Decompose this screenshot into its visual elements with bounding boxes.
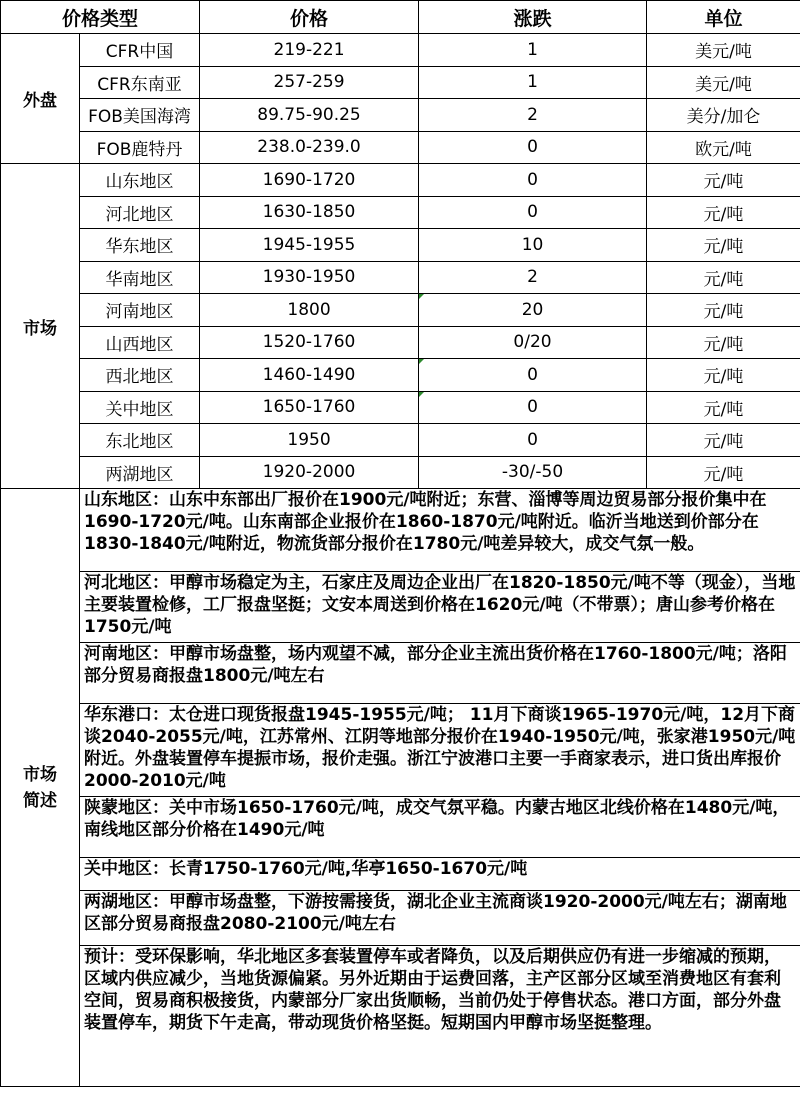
cell-unit: 元/吨 — [647, 164, 800, 197]
summary-row — [1, 946, 800, 1087]
cell-type: 西北地区 — [80, 359, 200, 392]
summary-label-line2: 简述 — [23, 790, 57, 811]
table-row — [1, 456, 800, 489]
cell-type: CFR中国 — [80, 34, 200, 67]
table-row — [1, 359, 800, 392]
cell-change: 2 — [419, 261, 647, 294]
cell-type: 河南地区 — [80, 294, 200, 327]
cell-price: 89.75-90.25 — [200, 99, 419, 132]
cell-type: 山西地区 — [80, 326, 200, 359]
cell-unit: 欧元/吨 — [647, 131, 800, 164]
cell-unit: 元/吨 — [647, 456, 800, 489]
table-row — [1, 424, 800, 457]
cell-price: 238.0-239.0 — [200, 131, 419, 164]
table-row — [1, 261, 800, 294]
cell-change: 0 — [419, 359, 647, 392]
cell-unit: 元/吨 — [647, 359, 800, 392]
cell-type: 河北地区 — [80, 196, 200, 229]
summary-henan: 河南地区：甲醇市场盘整，场内观望不减，部分企业主流出货价格在1760-1800元/吨；洛阳部分贸易商报盘1800元/吨左右 — [80, 643, 800, 704]
group-summary-label — [1, 489, 80, 1087]
cell-type: 华南地区 — [80, 261, 200, 294]
cell-change: 0 — [419, 164, 647, 197]
cell-price: 1950 — [200, 424, 419, 457]
cell-type: FOB鹿特丹 — [80, 131, 200, 164]
cell-price: 219-221 — [200, 34, 419, 67]
cell-unit: 美元/吨 — [647, 34, 800, 67]
cell-type: FOB美国海湾 — [80, 99, 200, 132]
cell-change: 0 — [419, 131, 647, 164]
cell-unit: 美分/加仑 — [647, 99, 800, 132]
summary-row — [1, 489, 800, 572]
cell-change: 10 — [419, 229, 647, 262]
summary-east-china-port: 华东港口：太仓进口现货报盘1945-1955元/吨； 11月下商谈1965-1970元/吨，12月下商谈2040-2055元/吨，江苏常州、江阴等地部分报价在1940-1950元/吨，张家港1950元/吨附近。外盘装置停车提振市场，报价走强。浙江宁波港口主要一手商家表示，进口货出库报价2000-2010元/吨 — [80, 704, 800, 797]
summary-hubei-hunan: 两湖地区：甲醇市场盘整，下游按需接货，湖北企业主流商谈1920-2000元/吨左右；湖南地区部分贸易商报盘2080-2100元/吨左右 — [80, 891, 800, 946]
cell-price: 257-259 — [200, 66, 419, 99]
summary-shaanxi-inner-mongolia: 陕蒙地区：关中市场1650-1760元/吨，成交气氛平稳。内蒙古地区北线价格在1480元/吨，南线地区部分价格在1490元/吨 — [80, 797, 800, 858]
header-change: 涨跌 — [419, 1, 647, 34]
cell-price: 1945-1955 — [200, 229, 419, 262]
summary-label-line1: 市场 — [23, 764, 57, 785]
cell-unit: 元/吨 — [647, 294, 800, 327]
summary-row — [1, 891, 800, 946]
table-row — [1, 326, 800, 359]
table-row — [1, 66, 800, 99]
cell-unit: 元/吨 — [647, 261, 800, 294]
cell-price: 1800 — [200, 294, 419, 327]
cell-change: 0 — [419, 424, 647, 457]
cell-change: 2 — [419, 99, 647, 132]
cell-change: 1 — [419, 66, 647, 99]
cell-change: -30/-50 — [419, 456, 647, 489]
cell-unit: 元/吨 — [647, 326, 800, 359]
cell-price: 1520-1760 — [200, 326, 419, 359]
cell-change: 1 — [419, 34, 647, 67]
cell-type: 华东地区 — [80, 229, 200, 262]
table-row — [1, 34, 800, 67]
cell-price: 1930-1950 — [200, 261, 419, 294]
cell-type: 东北地区 — [80, 424, 200, 457]
table-row — [1, 99, 800, 132]
table-row — [1, 229, 800, 262]
summary-row — [1, 858, 800, 891]
table-row — [1, 131, 800, 164]
cell-unit: 美元/吨 — [647, 66, 800, 99]
summary-row — [1, 572, 800, 643]
table-row — [1, 294, 800, 327]
cell-price: 1460-1490 — [200, 359, 419, 392]
cell-type: CFR东南亚 — [80, 66, 200, 99]
summary-guanzhong: 关中地区：长青1750-1760元/吨,华亭1650-1670元/吨 — [80, 858, 800, 891]
cell-change: 20 — [419, 294, 647, 327]
header-price: 价格 — [200, 1, 419, 34]
header-unit: 单位 — [647, 1, 800, 34]
header-type: 价格类型 — [1, 1, 200, 34]
summary-shandong: 山东地区：山东中东部出厂报价在1900元/吨附近；东营、淄博等周边贸易部分报价集中在1690-1720元/吨。山东南部企业报价在1860-1870元/吨附近。临沂当地送到价部分在1830-1840元/吨附近，物流货部分报价在1780元/吨差异较大，成交气氛一般。 — [80, 489, 800, 572]
cell-price: 1630-1850 — [200, 196, 419, 229]
header-row — [1, 1, 800, 34]
cell-change: 0 — [419, 391, 647, 424]
cell-price: 1650-1760 — [200, 391, 419, 424]
cell-price: 1690-1720 — [200, 164, 419, 197]
summary-hebei: 河北地区：甲醇市场稳定为主，石家庄及周边企业出厂在1820-1850元/吨不等（现金），当地主要装置检修，工厂报盘坚挺；文安本周送到价格在1620元/吨（不带票）；唐山参考价格在1750元/吨 — [80, 572, 800, 643]
cell-unit: 元/吨 — [647, 424, 800, 457]
summary-row — [1, 643, 800, 704]
summary-row — [1, 704, 800, 797]
cell-change: 0/20 — [419, 326, 647, 359]
summary-forecast: 预计：受环保影响，华北地区多套装置停车或者降负，以及后期供应仍有进一步缩减的预期，区域内供应减少，当地货源偏紧。另外近期由于运费回落，主产区部分区域至消费地区有套利空间，贸易商积极接货，内蒙部分厂家出货顺畅，当前仍处于停售状态。港口方面，部分外盘装置停车，期货下午走高，带动现货价格坚挺。短期国内甲醇市场坚挺整理。 — [80, 946, 800, 1087]
cell-type: 两湖地区 — [80, 456, 200, 489]
cell-unit: 元/吨 — [647, 196, 800, 229]
table-row — [1, 391, 800, 424]
cell-price: 1920-2000 — [200, 456, 419, 489]
cell-change: 0 — [419, 196, 647, 229]
summary-row — [1, 797, 800, 858]
table-row — [1, 196, 800, 229]
group-market-label: 市场 — [1, 164, 80, 489]
cell-type: 关中地区 — [80, 391, 200, 424]
group-outer-label: 外盘 — [1, 34, 80, 164]
cell-unit: 元/吨 — [647, 229, 800, 262]
table-row — [1, 164, 800, 197]
cell-type: 山东地区 — [80, 164, 200, 197]
cell-unit: 元/吨 — [647, 391, 800, 424]
